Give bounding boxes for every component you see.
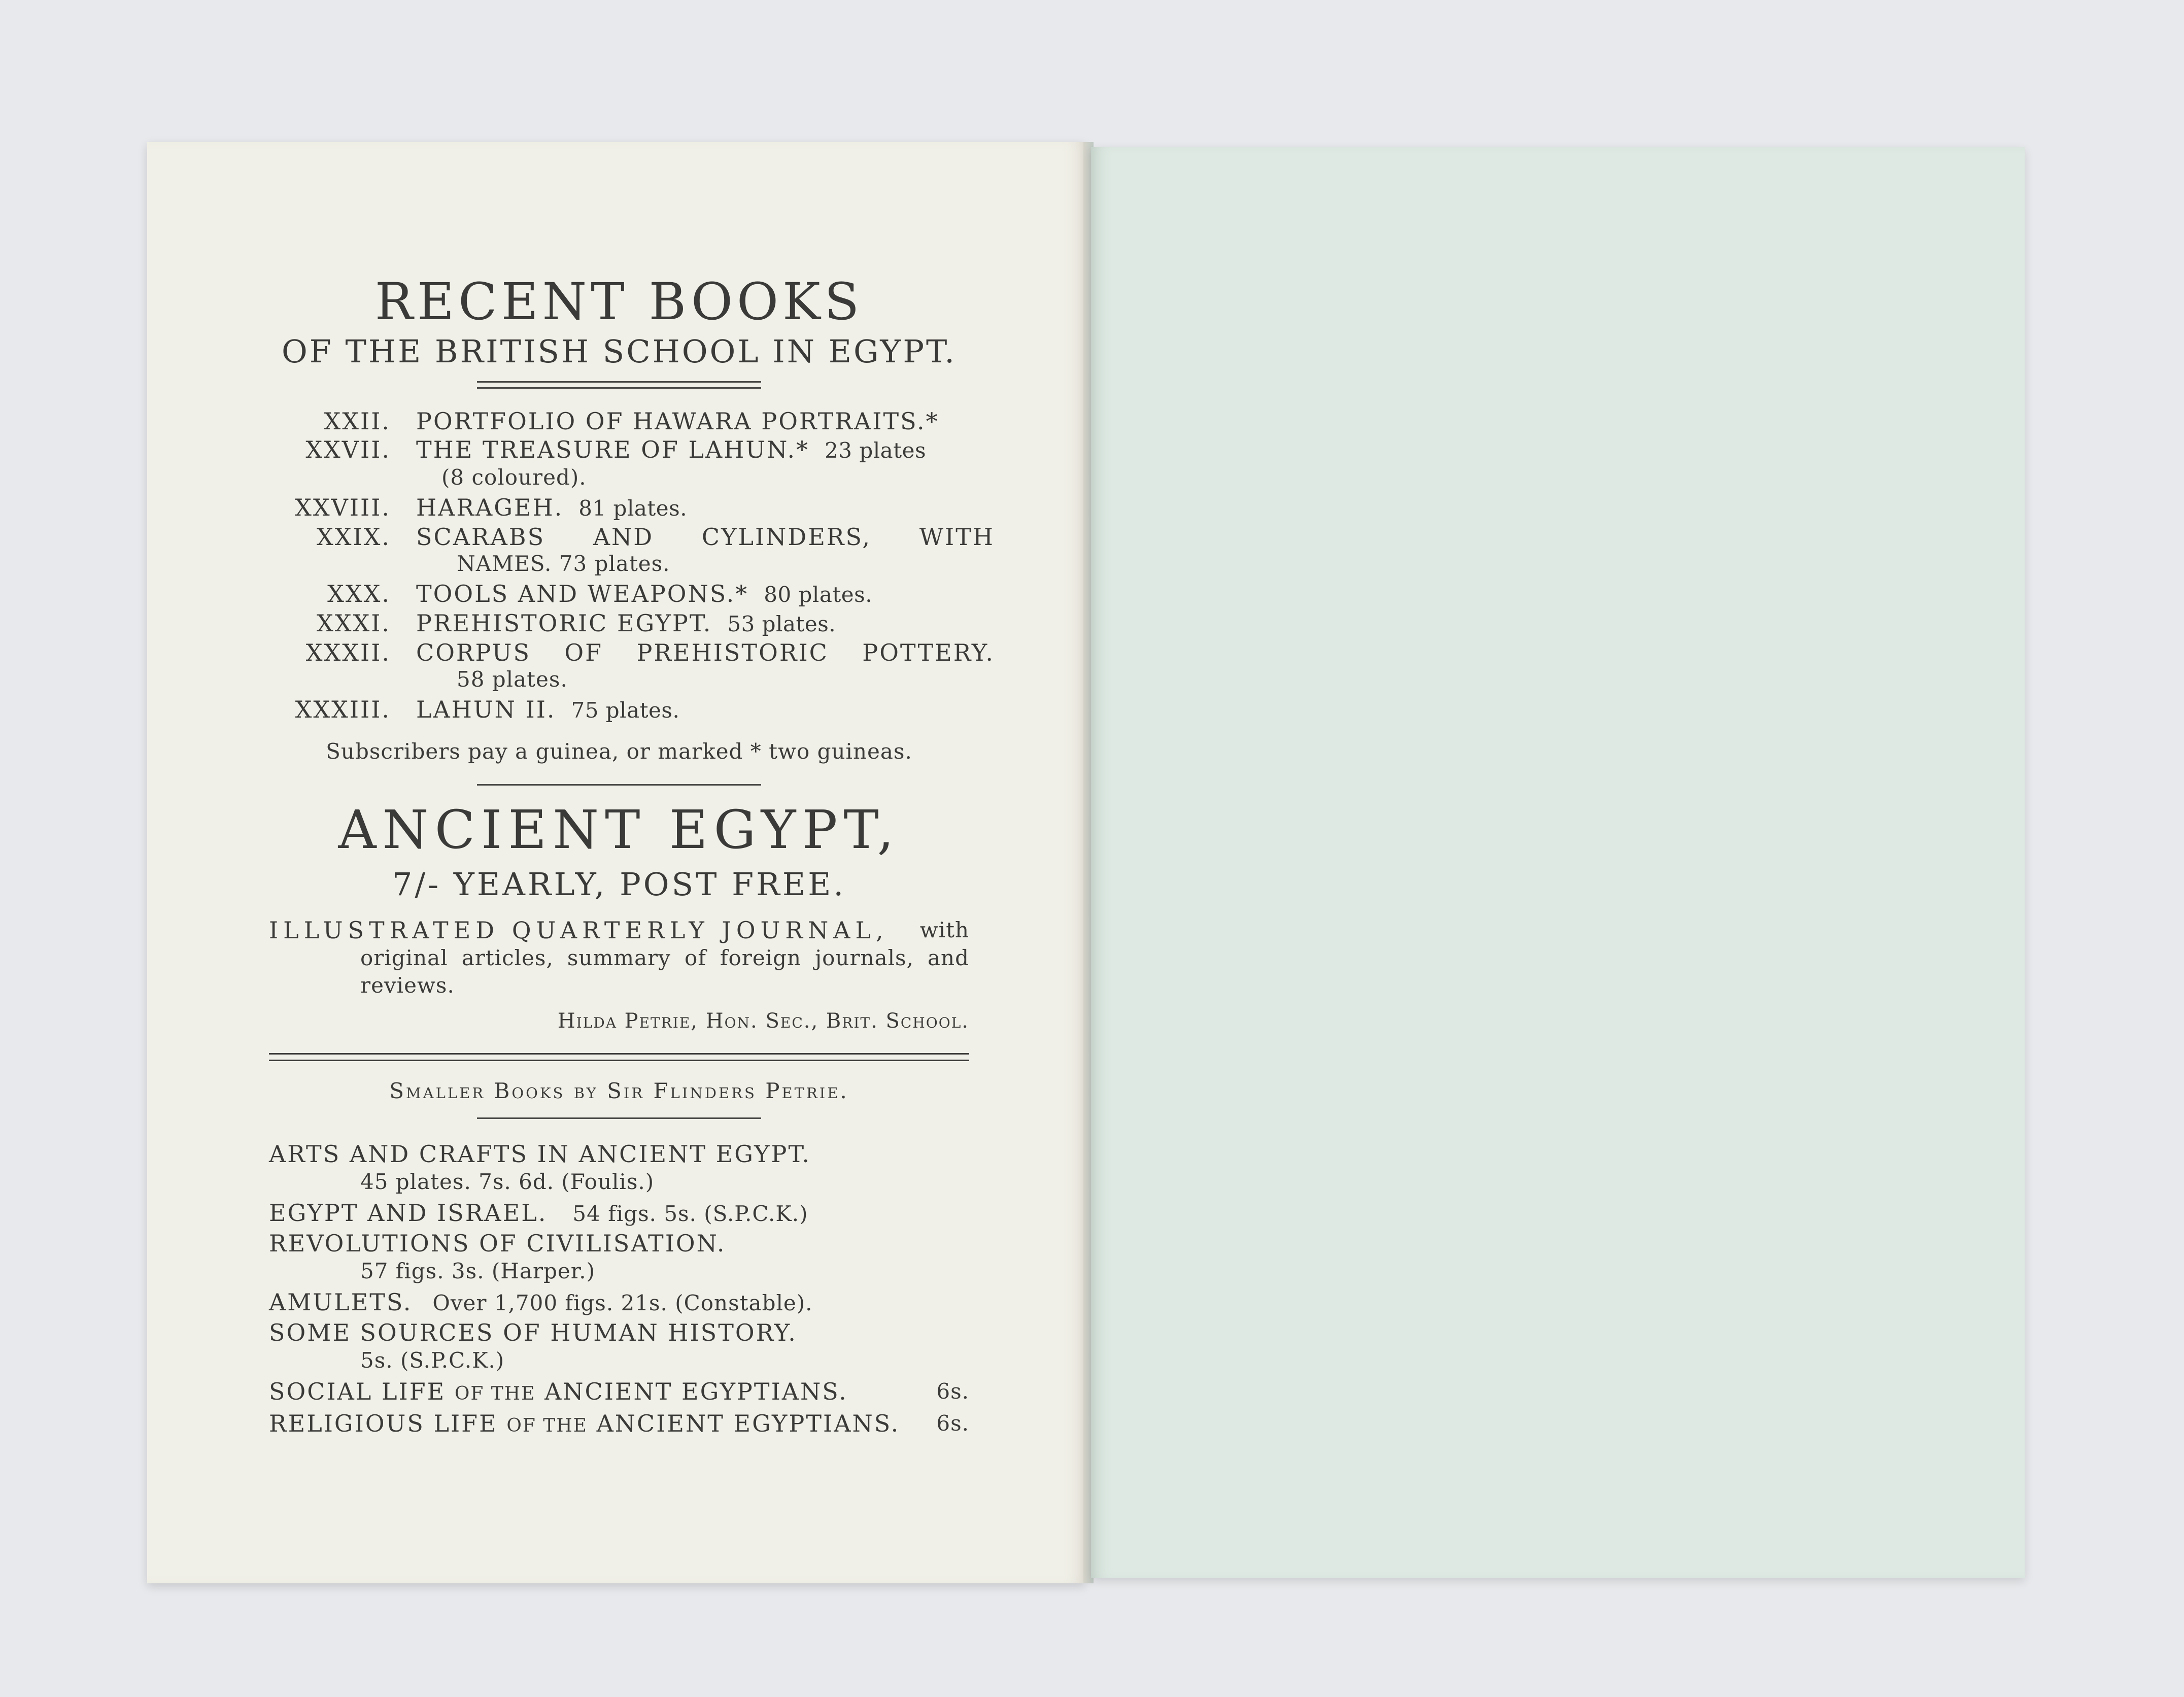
list-item — [269, 1377, 969, 1409]
book-details: Over 1,700 figs. 21s. (Constable). — [432, 1291, 813, 1315]
rule-divider — [477, 1117, 761, 1119]
double-rule-divider-wide — [269, 1053, 969, 1061]
book-title-part: RELIGIOUS LIFE — [269, 1410, 498, 1437]
book-number: XXII. — [324, 408, 391, 435]
book-title: REVOLUTIONS OF CIVILISATION. — [269, 1230, 726, 1257]
book-title: THE TREASURE OF LAHUN.* — [416, 436, 810, 463]
subscribers-note: Subscribers pay a guinea, or marked * two guineas. — [326, 739, 912, 764]
list-item — [269, 1318, 969, 1374]
smaller-books-heading: Smaller Books by Sir Flinders Petrie. — [389, 1078, 849, 1103]
book-plates: 81 plates. — [578, 496, 688, 521]
book-title: PREHISTORIC EGYPT. — [416, 609, 712, 637]
book-number: XXVIII. — [295, 494, 391, 521]
book-title-part: OF THE — [454, 1383, 536, 1404]
right-page-blank — [1091, 147, 2025, 1578]
list-item — [269, 1198, 969, 1229]
book-price: 6s. — [936, 1379, 969, 1404]
book-plates: 53 plates. — [727, 612, 836, 636]
list-item — [269, 1139, 969, 1195]
book-number: XXXIII. — [295, 696, 391, 723]
list-item — [269, 695, 1132, 725]
rule-divider — [477, 784, 761, 786]
book-details: 57 figs. 3s. (Harper.) — [360, 1259, 595, 1283]
journal-description-head — [269, 916, 969, 944]
book-continuation: 58 plates. — [457, 667, 568, 692]
journal-price: 7/- YEARLY, POST FREE. — [392, 866, 846, 903]
book-plates: 23 plates — [825, 438, 927, 463]
book-number: XXX. — [327, 580, 391, 607]
book-title-part: SOCIAL LIFE — [269, 1378, 446, 1405]
book-title: CORPUS OF PREHISTORIC POTTERY. — [416, 639, 995, 666]
book-title: SOME SOURCES OF HUMAN HISTORY. — [269, 1319, 797, 1346]
journal-description-with: with — [919, 918, 969, 942]
book-title-part: OF THE — [506, 1415, 588, 1436]
book-title: SCARABS AND CYLINDERS, WITH — [416, 523, 995, 551]
list-item — [269, 638, 1132, 692]
list-item — [269, 435, 1132, 490]
header-block — [269, 274, 969, 389]
book-details: 5s. (S.P.C.K.) — [360, 1348, 505, 1373]
recent-books-list — [269, 407, 1132, 725]
journal-title: ANCIENT EGYPT, — [338, 799, 900, 861]
book-title: EGYPT AND ISRAEL. — [269, 1199, 548, 1227]
subscribers-block — [269, 739, 969, 903]
book-title: AMULETS. — [269, 1288, 413, 1316]
page-title: RECENT BOOKS — [374, 272, 864, 331]
left-page — [147, 142, 1086, 1583]
book-details: 54 figs. 5s. (S.P.C.K.) — [572, 1201, 808, 1226]
list-item — [269, 523, 1132, 576]
list-item — [269, 1229, 969, 1284]
journal-description: ILLUSTRATED QUARTERLY JOURNAL, — [269, 917, 889, 944]
double-rule-divider — [477, 381, 761, 389]
book-number: XXXI. — [316, 609, 391, 637]
book-price: 6s. — [936, 1411, 969, 1436]
book-title-part: ANCIENT EGYPTIANS. — [596, 1410, 900, 1437]
book-title: HARAGEH. — [416, 494, 564, 521]
book-title: PORTFOLIO OF HAWARA PORTRAITS.* — [416, 408, 939, 435]
book-title: LAHUN II. — [416, 696, 556, 723]
book-title: ARTS AND CRAFTS IN ANCIENT EGYPT. — [269, 1140, 811, 1168]
journal-description-rest: original articles, summary of foreign journals, and reviews. — [360, 945, 969, 998]
book-number: XXIX. — [316, 523, 391, 551]
book-number: XXVII. — [305, 436, 391, 463]
list-item — [269, 580, 1132, 609]
list-item — [269, 1409, 969, 1441]
smaller-books-list — [269, 1139, 969, 1441]
book-details: 45 plates. 7s. 6d. (Foulis.) — [360, 1169, 655, 1194]
list-item — [269, 609, 1132, 638]
book-title: TOOLS AND WEAPONS.* — [416, 580, 749, 607]
list-item — [269, 1287, 969, 1318]
book-continuation: (8 coloured). — [441, 465, 587, 490]
list-item — [269, 407, 1132, 435]
page-content — [269, 274, 1132, 1441]
open-booklet — [147, 142, 1999, 1583]
list-item — [269, 493, 1132, 523]
book-plates: 80 plates. — [764, 582, 873, 607]
book-number: XXXII. — [305, 639, 391, 666]
book-plates: 75 plates. — [571, 698, 680, 723]
page-subtitle: OF THE BRITISH SCHOOL IN EGYPT. — [281, 333, 957, 370]
book-title-part: ANCIENT EGYPTIANS. — [544, 1378, 848, 1405]
signature: Hilda Petrie, Hon. Sec., Brit. School. — [557, 1009, 969, 1033]
book-continuation: NAMES. 73 plates. — [457, 551, 670, 576]
